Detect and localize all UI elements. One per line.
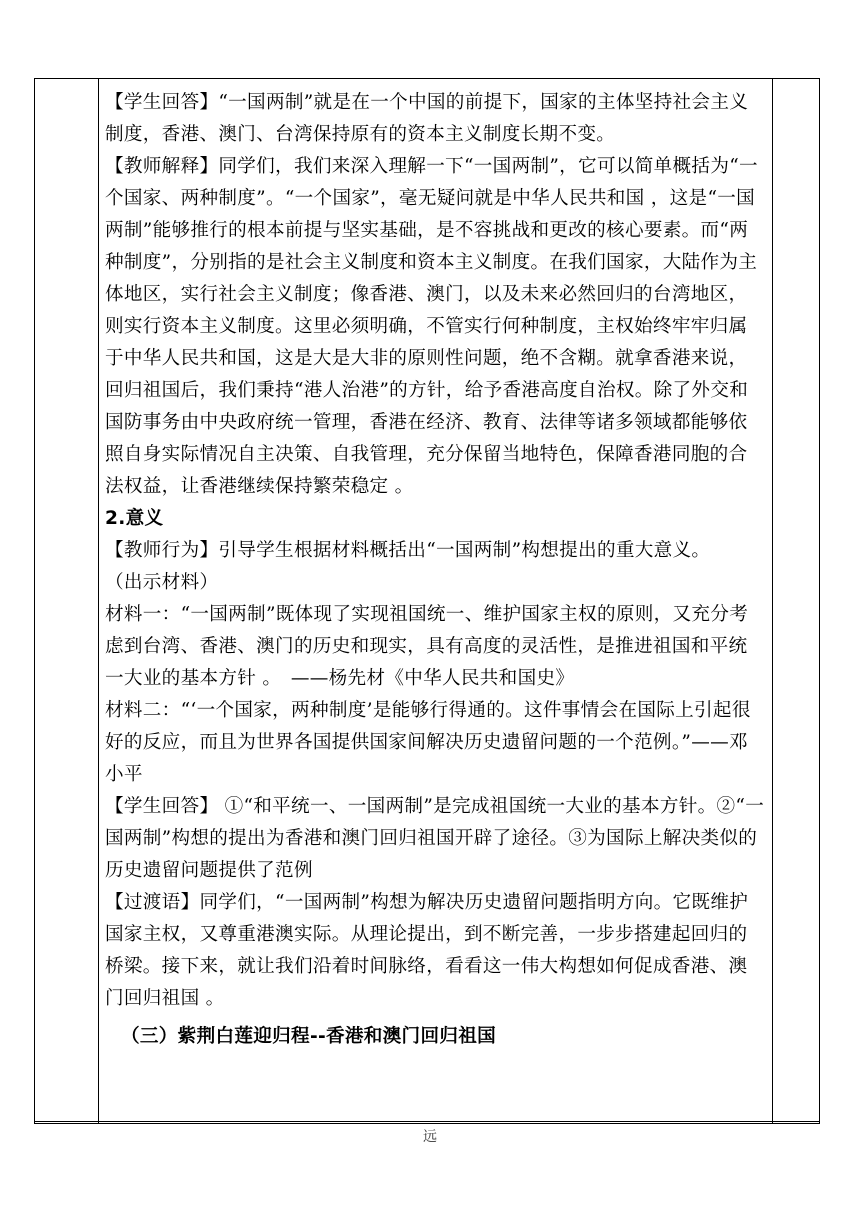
material-one-paragraph: 材料一：“一国两制”既体现了实现祖国统一、维护国家主权的原则，又充分考虑到台湾、香港、澳门的历史和现实，具有高度的灵活性，是推进祖国和平统一大业的基本方针 。 ——杨先材《中华人民共和国史》: [105, 604, 749, 689]
subheading-significance: 2.意义: [105, 508, 164, 529]
lesson-table: [34, 78, 820, 1124]
lesson-content-cell: [99, 79, 771, 1123]
transition-paragraph: 【过渡语】同学们，“一国两制”构想为解决历史遗留问题指明方向。它既维护国家主权，又尊重港澳实际。从理论提出，到不断完善，一步步搭建起回归的桥梁。接下来，就让我们沿着时间脉络，看看这一伟大构想如何促成香港、澳门回归祖国 。: [105, 892, 749, 1009]
material-two-paragraph: 材料二：“‘一个国家，两种制度’是能够行得通的。这件事情会在国际上引起很好的反应，而且为世界各国提供国家间解决历史遗留问题的一个范例。”——邓小平: [105, 700, 751, 785]
page-footer-mark: 远: [423, 1129, 437, 1145]
show-material-label: （出示材料）: [105, 572, 219, 593]
student-answer-paragraph: 【学生回答】“一国两制”就是在一个中国的前提下，国家的主体坚持社会主义制度，香港、澳门、台湾保持原有的资本主义制度长期不变。: [105, 92, 749, 145]
teacher-explanation-paragraph: 【教师解释】同学们，我们来深入理解一下“一国两制”，它可以简单概括为“一个国家、两种制度”。“一个国家”，毫无疑问就是中华人民共和国 ，这是“一国两制”能够推行的根本前提与坚实基础，是不容挑战和更改的核心要素。而“两种制度”，分别指的是社会主义制度和资本主义制度。在我们国家，大陆作为主体地区，实行社会主义制度；像香港、澳门，以及未来必然回归的台湾地区，则实行资本主义制度。这里必须明确，不管实行何种制度，主权始终牢牢归属于中华人民共和国，这是大是大非的原则性问题，绝不含糊。就拿香港来说，回归祖国后，我们秉持“港人治港”的方针，给予香港高度自治权。除了外交和国防事务由中央政府统一管理，香港在经济、教育、法律等诸多领域都能够依照自身实际情况自主决策、自我管理，充分保留当地特色，保障香港同胞的合法权益，让香港继续保持繁荣稳定 。: [105, 156, 758, 497]
section-three-heading: （三）紫荆白莲迎归程--香港和澳门回归祖国: [121, 1026, 497, 1047]
right-column-border: [772, 79, 773, 1123]
teacher-action-paragraph: 【教师行为】引导学生根据材料概括出“一国两制”构想提出的重大意义。: [105, 540, 711, 561]
student-answer-2-paragraph: 【学生回答】 ①“和平统一、一国两制”是完成祖国统一大业的基本方针。②“一国两制”构想的提出为香港和澳门回归祖国开辟了途径。③为国际上解决类似的历史遗留问题提供了范例: [105, 796, 765, 881]
